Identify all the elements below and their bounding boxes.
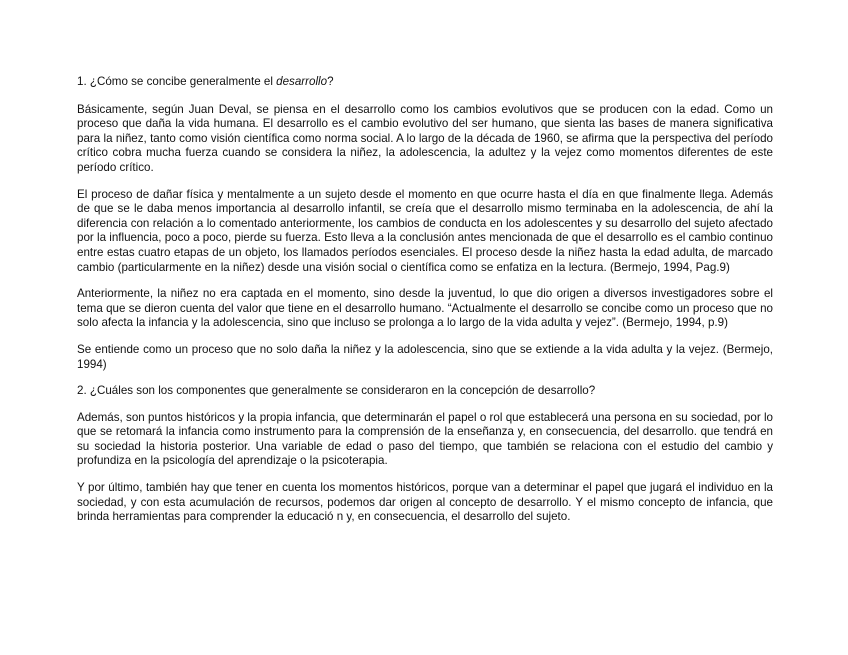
paragraph-1: Básicamente, según Juan Deval, se piensa en el desarrollo como los cambios evolutivos que se producen con la edad. Como un proceso que daña la vida humana. El desarrollo es el cambio evolutivo del ser humano, que sienta las bases de manera significativa para la niñez, tanto como visión científica como norma social. A lo largo de la década de 1960, se afirma que la perspectiva del período crítico cobra mucha fuerza cuando se considera la niñez, la adolescencia, la adultez y la vejez como momentos diferentes de este período crítico.: [77, 102, 773, 174]
paragraph-6: Y por último, también hay que tener en cuenta los momentos históricos, porque van a determinar el papel que jugará el individuo en la sociedad, y con esta acumulación de recursos, podemos dar origen al concepto de desarrollo. Y el mismo concepto de infancia, que brinda herramientas para comprender la educació n y, en consecuencia, el desarrollo del sujeto.: [77, 481, 773, 524]
question-2-heading: 2. ¿Cuáles son los componentes que generalmente se consideraron en la concepción de desarrollo?: [77, 384, 596, 398]
paragraph-3: Anteriormente, la niñez no era captada en el momento, sino desde la juventud, lo que dio origen a diversos investigadores sobre el tema que se dieron cuenta del valor que tiene en el desarrollo humano. “Actualmente el desarrollo se concibe como un proceso que no solo afecta la infancia y la adolescencia, sino que incluso se prolonga a lo largo de la vida adulta y vejez”. (Bermejo, 1994, p.9): [77, 287, 773, 330]
document-page: [77, 75, 773, 537]
paragraph-2: El proceso de dañar física y mentalmente a un sujeto desde el momento en que ocurre hasta el día en que finalmente llega. Además de que se le daba menos importancia al desarrollo infantil, se creía que el desarrollo mismo terminaba en la adolescencia, de ahí la diferencia con relación a lo comentado anteriormente, los cambios de conducta en los adolescentes y su desarrollo del sujeto afectado por la influencia, poco a poco, pierde su fuerza. Esto lleva a la conclusión antes mencionada de que el desarrollo es el cambio continuo entre estas cuatro etapas de un objeto, los llamados períodos esenciales. El proceso desde la niñez hasta la edad adulta, de marcado cambio (particularmente en la niñez) desde una visión social o científica como se enfatiza en la lectura. (Bermejo, 1994, Pag.9): [77, 187, 773, 274]
question-1-emphasis: desarrollo: [276, 75, 328, 88]
paragraph-5: Además, son puntos históricos y la propia infancia, que determinarán el papel o rol que establecerá una persona en su sociedad, por lo que se retomará la infancia como instrumento para la comprensión de la enseñanza y, en consecuencia, del desarrollo. que tendrá en su sociedad la historia posterior. Una variable de edad o paso del tiempo, que también se relaciona con el estudio del cambio y profundiza en la psicología del aprendizaje o la psicoterapia.: [77, 410, 773, 468]
paragraph-4: Se entiende como un proceso que no solo daña la niñez y la adolescencia, sino que se extiende a la vida adulta y la vejez. (Bermejo, 1994): [77, 342, 773, 371]
question-1-heading: [77, 75, 773, 90]
question-1-prefix: 1. ¿Cómo se concibe generalmente el: [77, 75, 277, 88]
question-1-suffix: ?: [327, 75, 334, 88]
